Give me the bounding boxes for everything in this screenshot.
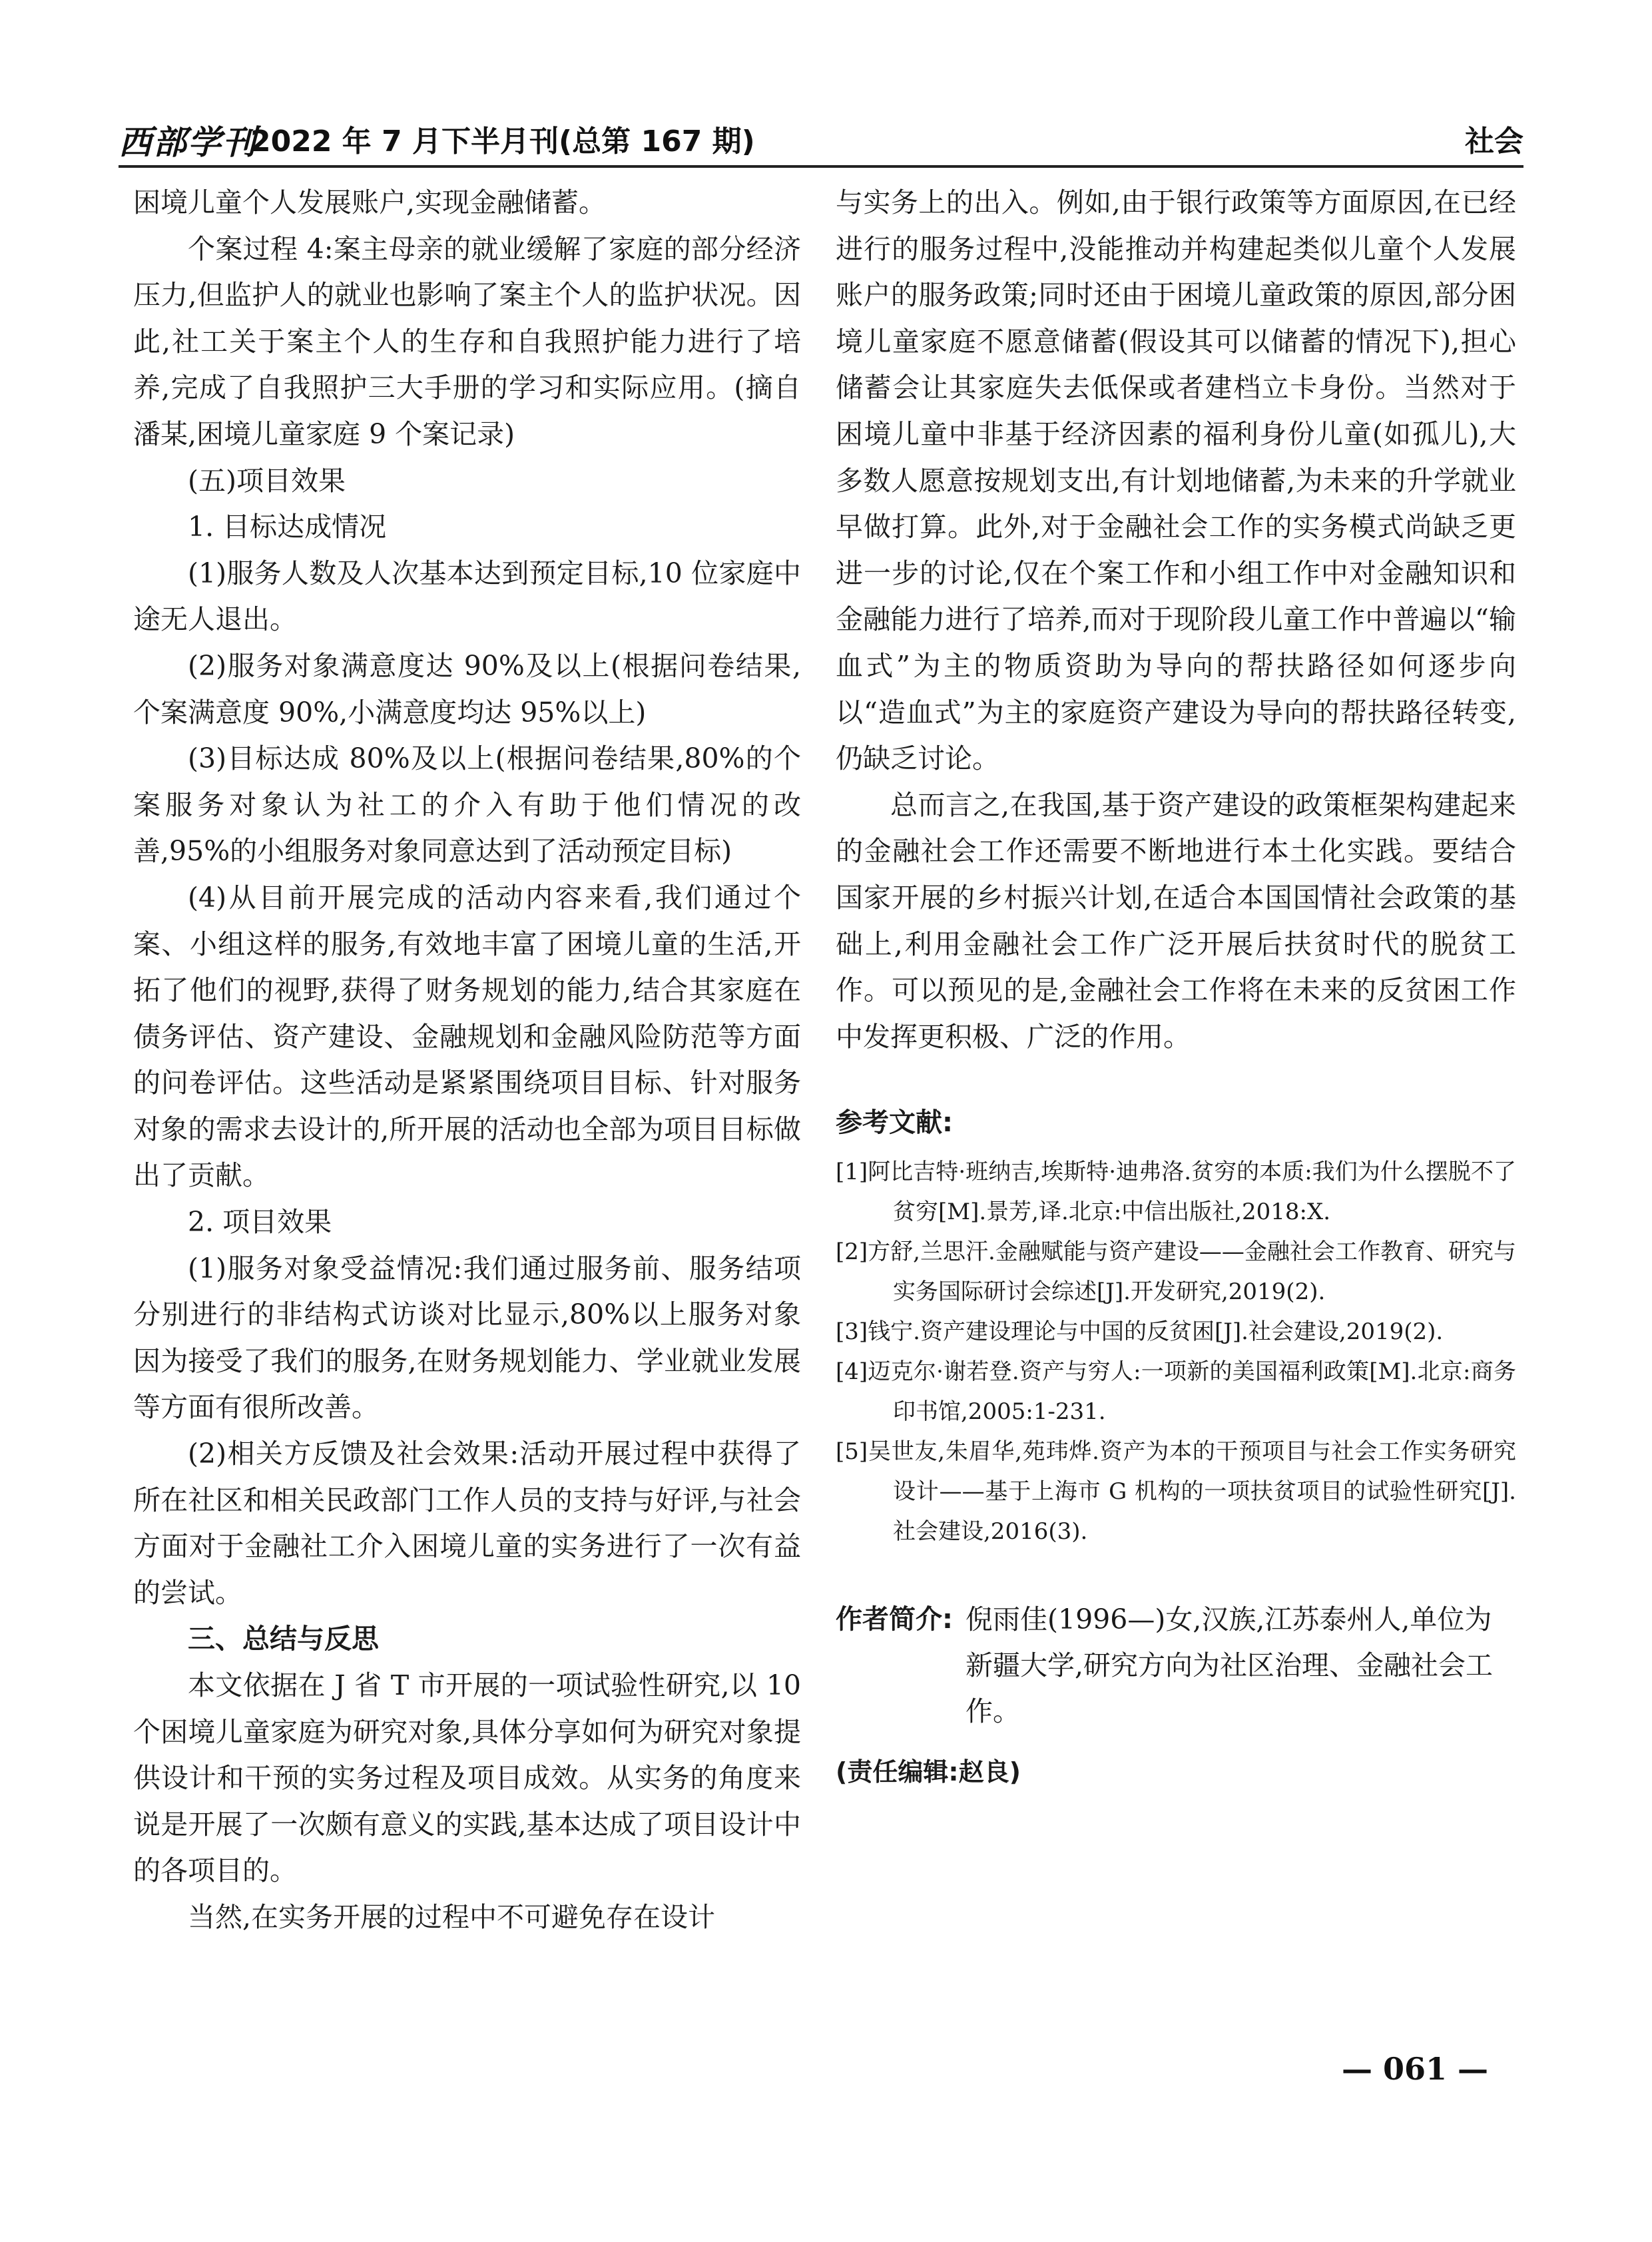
right-column	[836, 180, 1516, 1795]
section-label: 社会	[1465, 125, 1523, 158]
references-title: 参考文献:	[836, 1107, 953, 1139]
responsible-editor: (责任编辑:赵良)	[836, 1757, 1021, 1787]
paragraph: (1)服务人数及人次基本达到预定目标,10 位家庭中途无人退出。	[133, 557, 801, 636]
paragraph: (1)服务对象受益情况:我们通过服务前、服务结项分别进行的非结构式访谈对比显示,80%以上服务对象因为接受了我们的服务,在财务规划能力、学业就业发展等方面有很所改善。	[133, 1252, 801, 1424]
reference-item: [2]方舒,兰思汗.金融赋能与资产建设——金融社会工作教育、研究与实务国际研讨会综述[J].开发研究,2019(2).	[836, 1238, 1516, 1305]
section-heading: 三、总结与反思	[188, 1623, 379, 1655]
paragraph: 本文依据在 J 省 T 市开展的一项试验性研究,以 10 个困境儿童家庭为研究对象,具体分享如何为研究对象提供设计和干预的实务过程及项目成效。从实务的角度来说是开展了一次颇有意义的实践,基本达成了项目设计中的各项目的。	[133, 1669, 801, 1887]
page-number: — 061 —	[1342, 2051, 1489, 2087]
paragraph: (4)从目前开展完成的活动内容来看,我们通过个案、小组这样的服务,有效地丰富了困境儿童的生活,开拓了他们的视野,获得了财务规划的能力,结合其家庭在债务评估、资产建设、金融规划和金融风险防范等方面的问卷评估。这些活动是紧紧围绕项目目标、针对服务对象的需求去设计的,所开展的活动也全部为项目目标做出了贡献。	[133, 881, 801, 1192]
reference-item: [5]吴世友,朱眉华,苑玮烨.资产为本的干预项目与社会工作实务研究设计——基于上海市 G 机构的一项扶贫项目的试验性研究[J].社会建设,2016(3).	[836, 1438, 1516, 1545]
subheading: (五)项目效果	[188, 464, 346, 497]
left-column	[133, 180, 801, 1941]
author-bio	[836, 1597, 1516, 1735]
reference-item: [4]迈克尔·谢若登.资产与穷人:一项新的美国福利政策[M].北京:商务印书馆,2005:1-231.	[836, 1358, 1516, 1425]
subheading: 2. 项目效果	[188, 1206, 332, 1239]
reference-item: [3]钱宁.资产建设理论与中国的反贫困[J].社会建设,2019(2).	[836, 1318, 1444, 1345]
references-list	[836, 1152, 1516, 1551]
paragraph: 困境儿童个人发展账户,实现金融储蓄。	[133, 186, 607, 218]
issue-info: 2022 年 7 月下半月刊(总第 167 期)	[250, 125, 755, 158]
running-header	[119, 113, 1523, 161]
author-text: 倪雨佳(1996—)女,汉族,江苏泰州人,单位为新疆大学,研究方向为社区治理、金融社会工作。	[965, 1603, 1494, 1727]
paragraph: 总而言之,在我国,基于资产建设的政策框架构建起来的金融社会工作还需要不断地进行本土化实践。要结合国家开展的乡村振兴计划,在适合本国国情社会政策的基础上,利用金融社会工作广泛开展后扶贫时代的脱贫工作。可以预见的是,金融社会工作将在未来的反贫困工作中发挥更积极、广泛的作用。	[836, 788, 1516, 1053]
header-rule	[119, 165, 1523, 168]
paragraph: 个案过程 4:案主母亲的就业缓解了家庭的部分经济压力,但监护人的就业也影响了案主个人的监护状况。因此,社工关于案主个人的生存和自我照护能力进行了培养,完成了自我照护三大手册的学习和实际应用。(摘自潘某,困境儿童家庭 9 个案记录)	[133, 232, 801, 450]
paragraph: (2)相关方反馈及社会效果:活动开展过程中获得了所在社区和相关民政部门工作人员的支持与好评,与社会方面对于金融社工介入困境儿童的实务进行了一次有益的尝试。	[133, 1438, 801, 1609]
author-label: 作者简介:	[836, 1603, 953, 1635]
subheading: 1. 目标达成情况	[188, 511, 387, 543]
paragraph: (2)服务对象满意度达 90%及以上(根据问卷结果,个案满意度 90%,小满意度均达 95%以上)	[133, 649, 801, 728]
reference-item: [1]阿比吉特·班纳吉,埃斯特·迪弗洛.贫穷的本质:我们为什么摆脱不了贫穷[M].景芳,译.北京:中信出版社,2018:X.	[836, 1158, 1516, 1225]
paragraph: 与实务上的出入。例如,由于银行政策等方面原因,在已经进行的服务过程中,没能推动并构建起类似儿童个人发展账户的服务政策;同时还由于困境儿童政策的原因,部分困境儿童家庭不愿意储蓄(假设其可以储蓄的情况下),担心储蓄会让其家庭失去低保或者建档立卡身份。当然对于困境儿童中非基于经济因素的福利身份儿童(如孤儿),大多数人愿意按规划支出,有计划地储蓄,为未来的升学就业早做打算。此外,对于金融社会工作的实务模式尚缺乏更进一步的讨论,仅在个案工作和小组工作中对金融知识和金融能力进行了培养,而对于现阶段儿童工作中普遍以“输血式”为主的物质资助为导向的帮扶路径如何逐步向以“造血式”为主的家庭资产建设为导向的帮扶路径转变,仍缺乏讨论。	[836, 186, 1516, 775]
journal-logo: 西部学刊	[119, 123, 257, 162]
paragraph: 当然,在实务开展的过程中不可避免存在设计	[188, 1900, 716, 1933]
paragraph: (3)目标达成 80%及以上(根据问卷结果,80%的个案服务对象认为社工的介入有助于他们情况的改善,95%的小组服务对象同意达到了活动预定目标)	[133, 742, 801, 868]
